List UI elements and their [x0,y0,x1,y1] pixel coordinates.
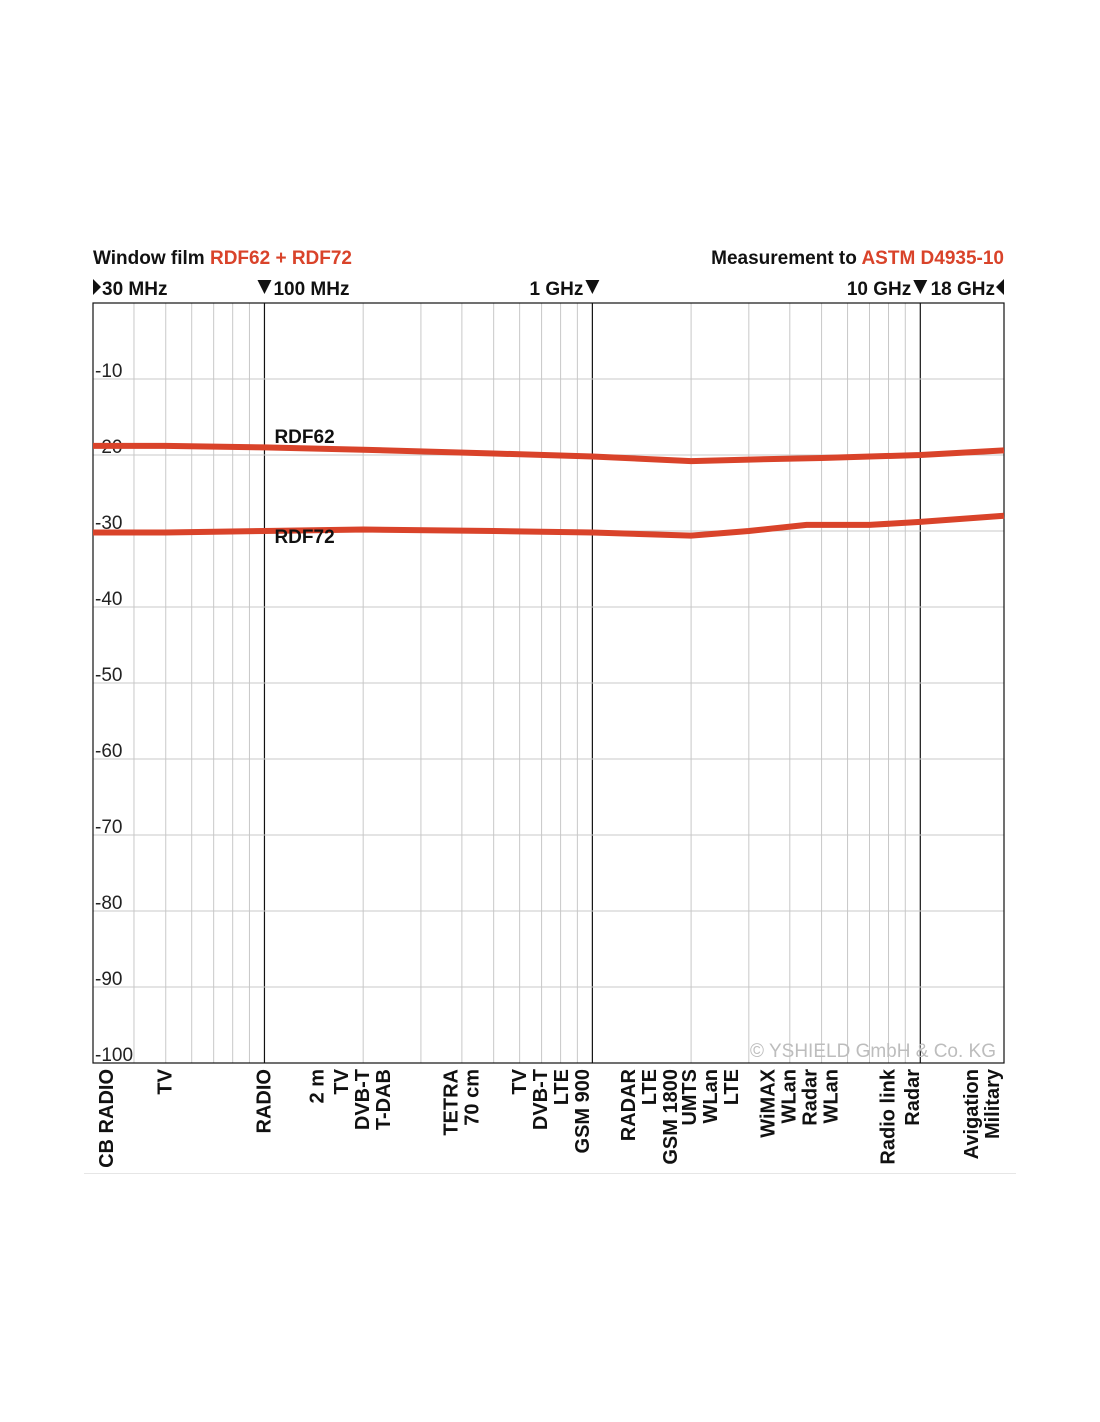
standard-prefix: Measurement to [711,248,862,269]
title-product: RDF62 + RDF72 [209,248,353,269]
y-tick-label: -30 [95,513,123,534]
band-label: Radio link [877,1069,900,1165]
band-label: TV [331,1069,354,1095]
band-label: Radar [901,1069,924,1126]
band-label: WLan [699,1069,722,1124]
band-label: 2 m [306,1069,329,1104]
band-label: 70 cm [461,1069,484,1126]
series-line-rdf62 [93,446,1004,461]
band-label: Radar [799,1069,822,1126]
band-label: CB RADIO [96,1069,118,1168]
series-line-rdf72 [93,516,1004,536]
y-tick-label: -90 [95,969,123,990]
band-label: DVB-T [352,1069,375,1131]
frequency-marker-label: 1 GHz [529,279,584,300]
standard-name: ASTM D4935-10 [861,248,1004,269]
footer-divider [84,1173,1016,1174]
band-label: GSM 1800 [660,1069,683,1165]
y-tick-label: -40 [95,589,123,610]
band-label: DVB-T [529,1069,552,1131]
marker-arrow-down-icon [585,280,599,294]
y-tick-label: -80 [95,893,123,914]
band-label: TV [154,1069,177,1095]
frequency-marker-label: 30 MHz [102,279,168,300]
series-label-rdf62: RDF62 [274,426,335,448]
marker-arrow-down-icon [913,280,927,294]
marker-arrow-left-icon [996,279,1004,295]
band-label: LTE [639,1069,662,1106]
band-label: Avigation [961,1069,984,1160]
marker-arrow-right-icon [93,279,101,295]
y-tick-label: -60 [95,741,123,762]
band-label: T-DAB [373,1069,396,1131]
band-label: RADIO [253,1069,276,1134]
y-tick-label: -10 [95,361,123,382]
copyright-watermark: © YSHIELD GmbH & Co. KG [750,1041,996,1062]
band-label: LTE [720,1069,743,1106]
band-label: GSM 900 [571,1069,594,1154]
frequency-marker-label: 18 GHz [930,279,995,300]
marker-arrow-down-icon [257,280,271,294]
band-label: RADAR [618,1069,641,1142]
frequency-marker-label: 100 MHz [273,279,350,300]
title-prefix: Window film [93,248,210,269]
band-label: WiMAX [757,1069,780,1138]
frequency-marker-label: 10 GHz [846,279,912,300]
band-label: TETRA [440,1069,463,1136]
band-label: Military [982,1069,1005,1140]
y-tick-label: -100 [95,1045,134,1066]
y-tick-label: -20 [95,437,123,458]
band-label: WLan [820,1069,843,1124]
band-label: LTE [550,1069,573,1106]
band-label: WLan [778,1069,801,1124]
y-tick-label: -50 [95,665,123,686]
y-tick-label: -70 [95,817,123,838]
series-label-rdf72: RDF72 [274,527,335,549]
band-label: TV [508,1069,531,1095]
band-label: UMTS [678,1069,701,1126]
